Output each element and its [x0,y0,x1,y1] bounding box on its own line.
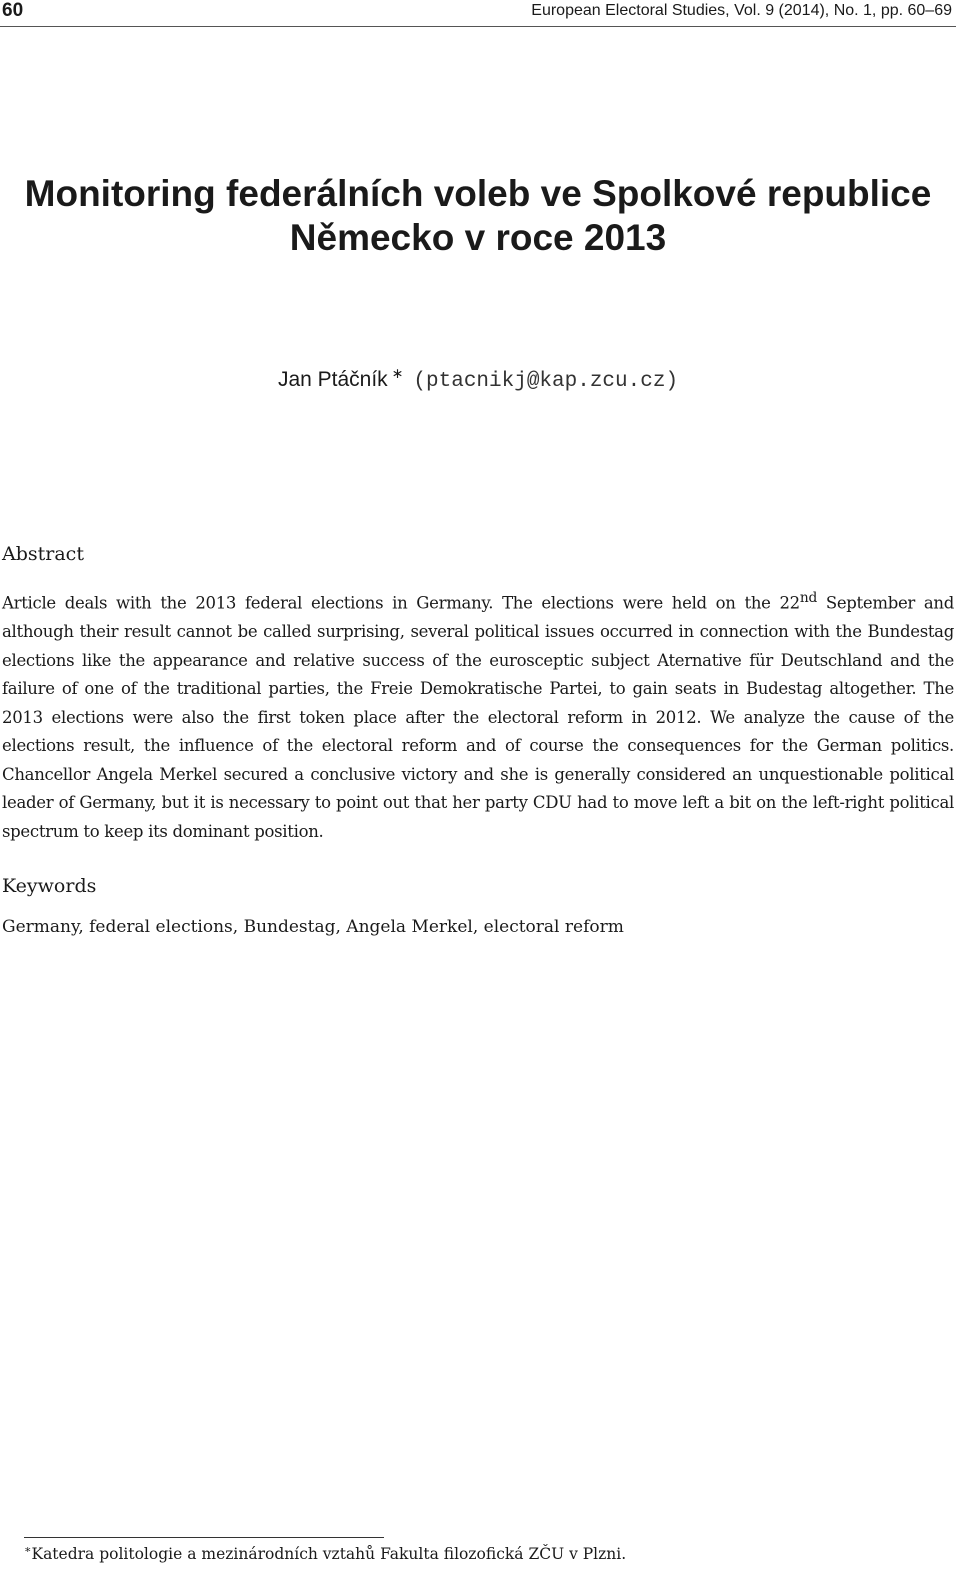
footnote [24,1543,626,1563]
author-line [0,366,956,393]
paper-title [0,172,956,260]
author-email[interactable]: (ptacnikj@kap.zcu.cz) [413,370,679,393]
title-line-2: Německo v roce 2013 [289,217,667,258]
abstract-text-part-1: Article deals with the 2013 federal elections in Germany. The elections were held on the 22 [2,593,800,613]
page-number: 60 [2,0,24,21]
running-header [0,0,956,27]
abstract-heading: Abstract [2,543,84,565]
author-name: Jan Ptáčník [277,368,388,391]
ordinal-superscript: nd [799,590,817,606]
journal-citation: European Electoral Studies, Vol. 9 (2014), No. 1, pp. 60–69 [531,2,952,19]
keywords-heading: Keywords [2,875,97,897]
title-line-1: Monitoring federálních voleb ve Spolkové republice [24,173,932,214]
footnote-divider [24,1537,384,1538]
abstract-text [2,584,954,846]
footnote-mark: ∗ [24,1543,32,1556]
footnote-text: Katedra politologie a mezinárodních vztahů Fakulta filozofická ZČU v Plzni. [31,1545,627,1563]
author-footnote-mark: ∗ [391,366,404,382]
keywords-text: Germany, federal elections, Bundestag, Angela Merkel, electoral reform [2,917,624,937]
abstract-text-part-2: September and although their result cannot be called surprising, several political issues occurred in connection with the Bundestag elections like the appearance and relative success of the eurosceptic subject Aternative für Deutschland and the failure of one of the traditional parties, the Freie Demokratische Partei, to gain seats in Budestag altogether. The 2013 elections were also the first token place after the electoral reform in 2012. We analyze the cause of the elections result, the influence of the electoral reform and of course the consequences for the German politics. Chancellor Angela Merkel secured a conclusive victory and she is generally considered an unquestionable political leader of Germany, but it is necessary to point out that her party CDU had to move left a bit on the left-right political spectrum to keep its dominant position. [2,593,954,841]
